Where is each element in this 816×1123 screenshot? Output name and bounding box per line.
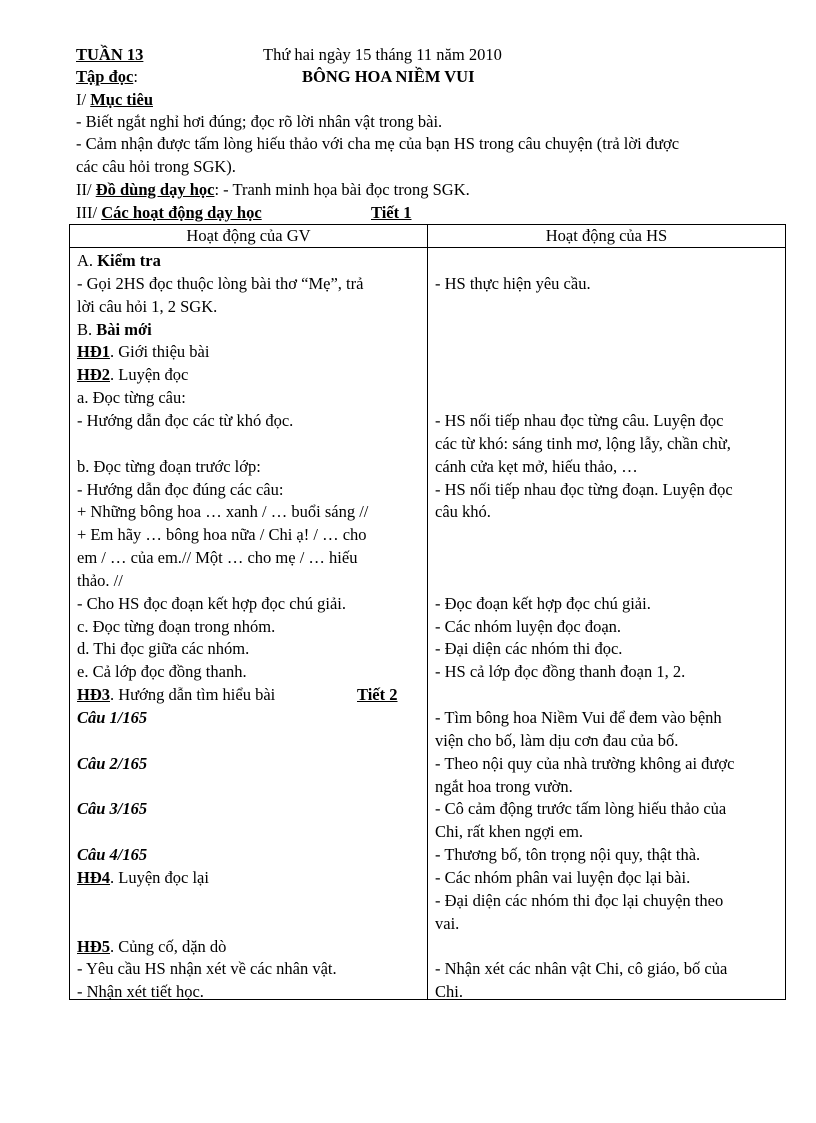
gv-row bbox=[77, 272, 363, 295]
lesson-title: BÔNG HOA NIỀM VUI bbox=[302, 67, 475, 86]
hs-row: - Các nhóm luyện đọc đoạn. bbox=[435, 616, 622, 636]
subject-colon: : bbox=[133, 67, 138, 86]
hs-row: - Đại diện các nhóm thi đọc. bbox=[435, 639, 623, 659]
hs-row: Chi. bbox=[435, 982, 463, 1002]
hs-row: - Các nhóm phân vai luyện đọc lại bài. bbox=[435, 867, 691, 887]
gv-row-text: e. Cả lớp đọc đồng thanh. bbox=[77, 662, 247, 682]
gv-row bbox=[77, 318, 152, 341]
gv-row bbox=[77, 386, 186, 409]
gv-row bbox=[77, 980, 204, 1003]
gv-row-text: a. Đọc từng câu: bbox=[77, 388, 186, 408]
gv-row bbox=[77, 752, 147, 775]
gv-question-label: Câu 1/165 bbox=[77, 708, 148, 727]
gv-row-text: + Em hãy … bông hoa nữa / Chi ạ! / … cho bbox=[77, 525, 367, 545]
column-header-gv: Hoạt động của GV bbox=[186, 226, 311, 245]
objective-item: - Cảm nhận được tấm lòng hiếu thảo với cha mẹ của bạn HS trong câu chuyện (trả lời được bbox=[76, 134, 680, 153]
hs-row: - HS thực hiện yêu cầu. bbox=[435, 273, 591, 293]
hs-row: viện cho bố, làm dịu cơn đau của bố. bbox=[435, 730, 679, 750]
hs-row: - Cô cảm động trước tấm lòng hiếu thảo của bbox=[435, 799, 727, 819]
gv-row bbox=[77, 363, 188, 386]
hs-row: - Đại diện các nhóm thi đọc lại chuyện theo bbox=[435, 890, 724, 910]
hs-row: cánh cửa kẹt mở, hiếu thảo, … bbox=[435, 456, 638, 476]
gv-row bbox=[77, 843, 147, 866]
gv-question-label: Câu 2/165 bbox=[77, 753, 148, 773]
gv-row-text: c. Đọc từng đoạn trong nhóm. bbox=[77, 616, 276, 636]
hs-row: các từ khó: sáng tinh mơ, lộng lẫy, chần chừ, bbox=[435, 433, 731, 453]
hs-row: - HS nối tiếp nhau đọc từng câu. Luyện đọc bbox=[435, 410, 724, 430]
gv-row-text: d. Thi đọc giữa các nhóm. bbox=[77, 639, 250, 659]
materials-text: : - Tranh minh họa bài đọc trong SGK. bbox=[214, 180, 470, 199]
gv-row bbox=[77, 797, 147, 820]
hs-row: - Thương bố, tôn trọng nội quy, thật thà. bbox=[435, 845, 701, 865]
hs-row: - HS cả lớp đọc đồng thanh đoạn 1, 2. bbox=[435, 662, 686, 682]
subject-line bbox=[76, 66, 138, 88]
gv-row bbox=[77, 935, 226, 958]
gv-question-label: Câu 4/165 bbox=[77, 845, 148, 865]
hs-row: Chi, rất khen ngợi em. bbox=[435, 822, 584, 842]
objective-item: - Biết ngắt nghỉ hơi đúng; đọc rõ lời nhân vật trong bài. bbox=[76, 112, 443, 131]
materials-line bbox=[76, 179, 470, 201]
hs-row: - Theo nội quy của nhà trường không ai được bbox=[435, 753, 735, 773]
gv-row-text: . Củng cố, dặn dò bbox=[110, 936, 227, 956]
table-column-divider bbox=[427, 225, 428, 999]
gv-row-heading: Bài mới bbox=[96, 319, 152, 339]
hs-row: câu khó. bbox=[435, 502, 491, 522]
gv-row bbox=[77, 409, 293, 432]
activities-prefix: III/ bbox=[76, 203, 102, 222]
activities-heading bbox=[76, 202, 262, 224]
gv-row bbox=[77, 340, 209, 363]
objectives-heading bbox=[76, 89, 153, 111]
gv-row bbox=[77, 569, 123, 592]
gv-row bbox=[77, 500, 368, 523]
gv-question-label: Câu 3/165 bbox=[77, 799, 148, 819]
activities-title: Các hoạt động dạy học bbox=[101, 203, 262, 222]
gv-row bbox=[77, 546, 357, 569]
gv-row bbox=[77, 249, 161, 272]
gv-row bbox=[77, 455, 261, 478]
gv-row-text: - Yêu cầu HS nhận xét về các nhân vật. bbox=[77, 959, 337, 979]
gv-activity-code: HĐ4 bbox=[77, 867, 110, 887]
gv-row bbox=[77, 706, 147, 729]
gv-row-heading: Kiểm tra bbox=[97, 251, 161, 270]
gv-row-text: . Luyện đọc bbox=[110, 365, 189, 385]
period-2-label: Tiết 2 bbox=[357, 685, 398, 705]
gv-row-text: - Gọi 2HS đọc thuộc lòng bài thơ “Mẹ”, trả bbox=[77, 273, 364, 293]
date-line: Thứ hai ngày 15 tháng 11 năm 2010 bbox=[263, 45, 502, 64]
gv-row bbox=[77, 295, 217, 318]
gv-row-text: . Hướng dẫn tìm hiểu bài bbox=[110, 685, 276, 705]
gv-row bbox=[77, 683, 275, 706]
subject-label: Tập đọc bbox=[76, 67, 134, 86]
hs-row: vai. bbox=[435, 913, 460, 933]
gv-row-prefix: B. bbox=[77, 319, 97, 339]
lesson-table bbox=[69, 224, 786, 1000]
objectives-title: Mục tiêu bbox=[90, 90, 153, 109]
gv-row bbox=[77, 478, 283, 501]
gv-activity-code: HĐ5 bbox=[77, 936, 110, 956]
gv-activity-code: HĐ1 bbox=[77, 342, 110, 362]
gv-row bbox=[77, 866, 209, 889]
gv-row-text: b. Đọc từng đoạn trước lớp: bbox=[77, 456, 261, 476]
gv-row bbox=[77, 637, 249, 660]
gv-row-prefix: A. bbox=[77, 251, 98, 270]
gv-row bbox=[77, 957, 337, 980]
gv-row bbox=[77, 592, 346, 615]
gv-row-text: . Luyện đọc lại bbox=[110, 867, 209, 887]
gv-row bbox=[77, 660, 247, 683]
objectives-prefix: I/ bbox=[76, 90, 91, 109]
gv-row-text: - Cho HS đọc đoạn kết hợp đọc chú giải. bbox=[77, 593, 347, 613]
table-header-divider bbox=[70, 247, 785, 248]
hs-row: - Tìm bông hoa Niềm Vui để đem vào bệnh bbox=[435, 708, 722, 727]
period-1-label: Tiết 1 bbox=[371, 203, 412, 222]
hs-row: - HS nối tiếp nhau đọc từng đoạn. Luyện đọc bbox=[435, 479, 733, 499]
hs-row: - Nhận xét các nhân vật Chi, cô giáo, bố của bbox=[435, 959, 728, 979]
week-label: TUẦN 13 bbox=[76, 45, 144, 64]
gv-row-text: - Nhận xét tiết học. bbox=[77, 982, 204, 1002]
gv-row bbox=[77, 615, 275, 638]
gv-row bbox=[77, 523, 367, 546]
gv-row-text: lời câu hỏi 1, 2 SGK. bbox=[77, 296, 218, 316]
gv-activity-code: HĐ3 bbox=[77, 685, 110, 705]
materials-prefix: II/ bbox=[76, 180, 96, 199]
gv-row-text: - Hướng dẫn đọc các từ khó đọc. bbox=[77, 410, 294, 430]
gv-row-text: . Giới thiệu bài bbox=[110, 342, 210, 362]
gv-row-text: em / … của em.// Một … cho mẹ / … hiếu bbox=[77, 548, 358, 568]
gv-activity-code: HĐ2 bbox=[77, 365, 110, 385]
hs-row: ngắt hoa trong vườn. bbox=[435, 776, 573, 796]
column-header-hs: Hoạt động của HS bbox=[545, 226, 668, 245]
gv-row-text: - Hướng dẫn đọc đúng các câu: bbox=[77, 479, 284, 499]
objective-item: các câu hỏi trong SGK). bbox=[76, 157, 236, 176]
gv-row-text: + Những bông hoa … xanh / … buổi sáng // bbox=[77, 502, 369, 522]
materials-heading: Đồ dùng dạy học bbox=[95, 180, 215, 199]
gv-row-text: thảo. // bbox=[77, 570, 123, 590]
hs-row: - Đọc đoạn kết hợp đọc chú giải. bbox=[435, 593, 651, 613]
